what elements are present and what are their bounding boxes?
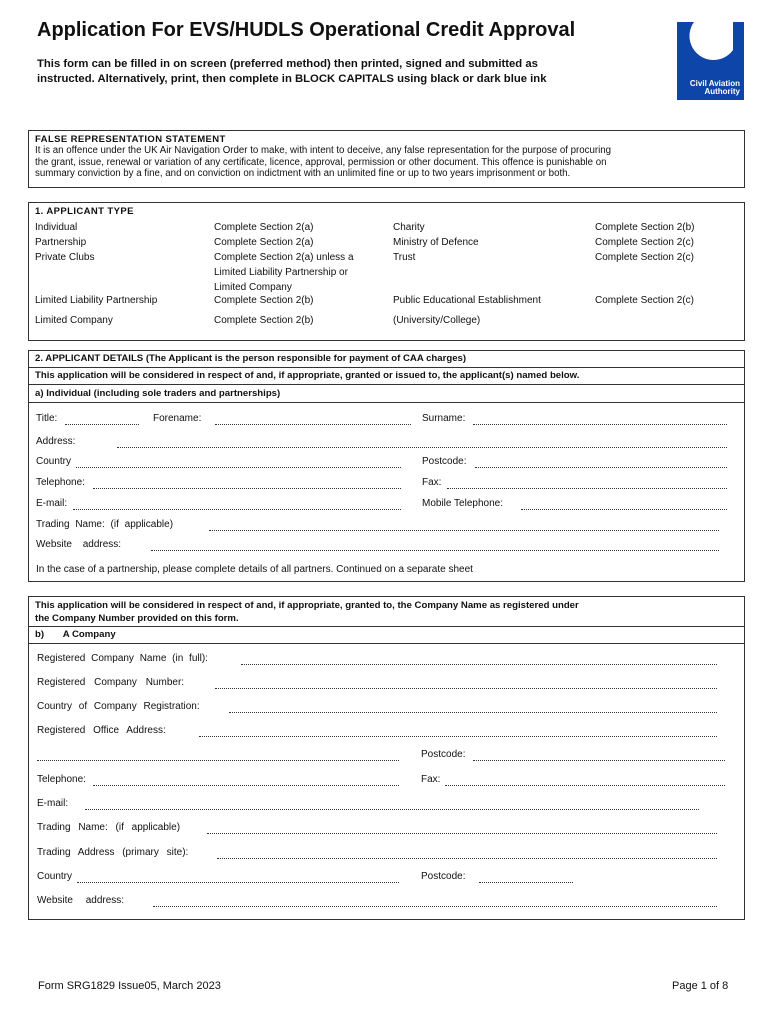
type-charity[interactable]: Charity <box>393 222 425 233</box>
caa-logo <box>677 22 744 100</box>
page-number: Page 1 of 8 <box>672 980 729 992</box>
page-title: Application For EVS/HUDLS Operational Credit Approval <box>37 19 576 41</box>
company-country-field[interactable] <box>77 882 399 883</box>
trading-address-field[interactable] <box>217 858 717 859</box>
company-section: This application will be considered in respect of and, if appropriate, granted to, the Company Name as registered under the Company Number provided on this form. b) A Company Registered Company Name (in full): Registered Company Number: Country of Company Registration: Registered Office Address: Postcode: Telephone: Fax: E-mail: Trading Name: (if applicable) Trading Address (primary site): Country Postcode: Website address: <box>28 596 745 920</box>
reg-office-address-field[interactable] <box>199 736 717 737</box>
company-telephone-field[interactable] <box>93 785 399 786</box>
type-partnership[interactable]: Partnership <box>35 237 87 248</box>
email-field[interactable] <box>73 509 401 510</box>
country-registration-field[interactable] <box>229 712 717 713</box>
applicant-details-section: 2. APPLICANT DETAILS (The Applicant is the person responsible for payment of CAA charges) This application will be considered in respect of and, if appropriate, granted or issued to, the applicant(s) named below. a) Individual (including sole traders and partnerships) Title: Forename: Surname: Address: Country Postcode: Telephone: Fax: E-mail: Mobile Telephone: Trading Name: (if applicable) Website address: In the case of a partnership, please complete details of all partners. Continued on a separate sheet <box>28 350 745 582</box>
telephone-field[interactable] <box>93 488 401 489</box>
company-fax-field[interactable] <box>445 785 725 786</box>
reg-office-address-line2[interactable] <box>37 760 399 761</box>
company-trading-name-field[interactable] <box>207 833 717 834</box>
type-individual[interactable]: Individual <box>35 222 78 233</box>
company-postcode2-field[interactable] <box>479 882 573 883</box>
applicant-details-consider: This application will be considered in respect of and, if appropriate, granted or issued to, the applicant(s) named below. <box>29 368 744 385</box>
type-col3 <box>393 220 479 265</box>
fax-field[interactable] <box>447 488 727 489</box>
type-mod[interactable]: Ministry of Defence <box>393 237 479 248</box>
individual-subheading: a) Individual (including sole traders and partnerships) <box>29 385 744 403</box>
false-representation-line-2: the grant, issue, renewal or variation of any certificate, licence, approval, permission or other document. This offence is punishable on <box>35 156 607 168</box>
country-field[interactable] <box>76 467 401 468</box>
postcode-field[interactable] <box>475 467 727 468</box>
partnership-note: In the case of a partnership, please complete details of all partners. Continued on a separate sheet <box>36 564 473 575</box>
company-consider: This application will be considered in respect of and, if appropriate, granted to, the Company Name as registered under the Company Number provided on this form. <box>29 597 744 627</box>
type-public-education[interactable]: Public Educational Establishment <box>393 295 541 306</box>
reg-company-name-field[interactable] <box>241 664 717 665</box>
type-private-clubs[interactable]: Private Clubs <box>35 252 95 263</box>
intro-line-1: This form can be filled in on screen (preferred method) then printed, signed and submitted as <box>37 58 538 70</box>
logo-text: Civil Aviation Authority <box>689 78 740 97</box>
type-col2: Complete Section 2(a) Complete Section 2(a) Complete Section 2(a) unless a Limited Liability Partnership or Limited Company <box>214 222 354 293</box>
false-representation-section <box>28 130 745 188</box>
mobile-field[interactable] <box>521 509 727 510</box>
company-email-field[interactable] <box>85 809 699 810</box>
false-representation-heading: FALSE REPRESENTATION STATEMENT <box>35 134 226 145</box>
intro-line-2: instructed. Alternatively, print, then complete in BLOCK CAPITALS using black or dark blue ink <box>37 73 547 85</box>
false-representation-line-3: summary conviction by a fine, and on conviction on indictment with an unlimited fine or up to two years imprisonment or both. <box>35 168 571 180</box>
type-trust[interactable]: Trust <box>393 252 416 263</box>
type-llp[interactable]: Limited Liability Partnership <box>35 295 158 306</box>
trading-name-field[interactable] <box>209 530 719 531</box>
applicant-type-section: 1. APPLICANT TYPE Individual Partnership Private Clubs Complete Section 2(a) Complete Section 2(a) Complete Section 2(a) unless a Limited Liability Partnership or Limited Company Charity Ministry of Defence Trust Complete Section 2(b) Complete Section 2(c) Complete Section 2(c) Limited Liability Partnership Complete Section 2(b) Public Educational Establishment Complete Section 2(c) Limited Company Complete Section 2(b) (University/College) <box>28 202 745 341</box>
company-website-field[interactable] <box>153 906 717 907</box>
title-field[interactable] <box>65 424 139 425</box>
company-subheading: b) A Company <box>29 627 744 644</box>
website-field[interactable] <box>151 550 719 551</box>
surname-field[interactable] <box>473 424 727 425</box>
reg-company-number-field[interactable] <box>215 688 717 689</box>
applicant-type-heading: 1. APPLICANT TYPE <box>35 206 134 217</box>
applicant-details-heading: 2. APPLICANT DETAILS (The Applicant is the person responsible for payment of CAA charges) <box>29 351 744 368</box>
type-limited-company[interactable]: Limited Company <box>35 315 113 326</box>
false-representation-line-1: It is an offence under the UK Air Navigation Order to make, with intent to deceive, any false representation for the purpose of procuring <box>35 145 612 156</box>
type-col4: Complete Section 2(b) Complete Section 2(c) Complete Section 2(c) <box>595 222 695 263</box>
type-col1 <box>35 220 94 265</box>
company-postcode-field[interactable] <box>473 760 725 761</box>
intro-text <box>37 57 657 87</box>
address-field[interactable] <box>117 447 727 448</box>
forename-field[interactable] <box>215 424 411 425</box>
form-id: Form SRG1829 Issue05, March 2023 <box>38 980 221 992</box>
